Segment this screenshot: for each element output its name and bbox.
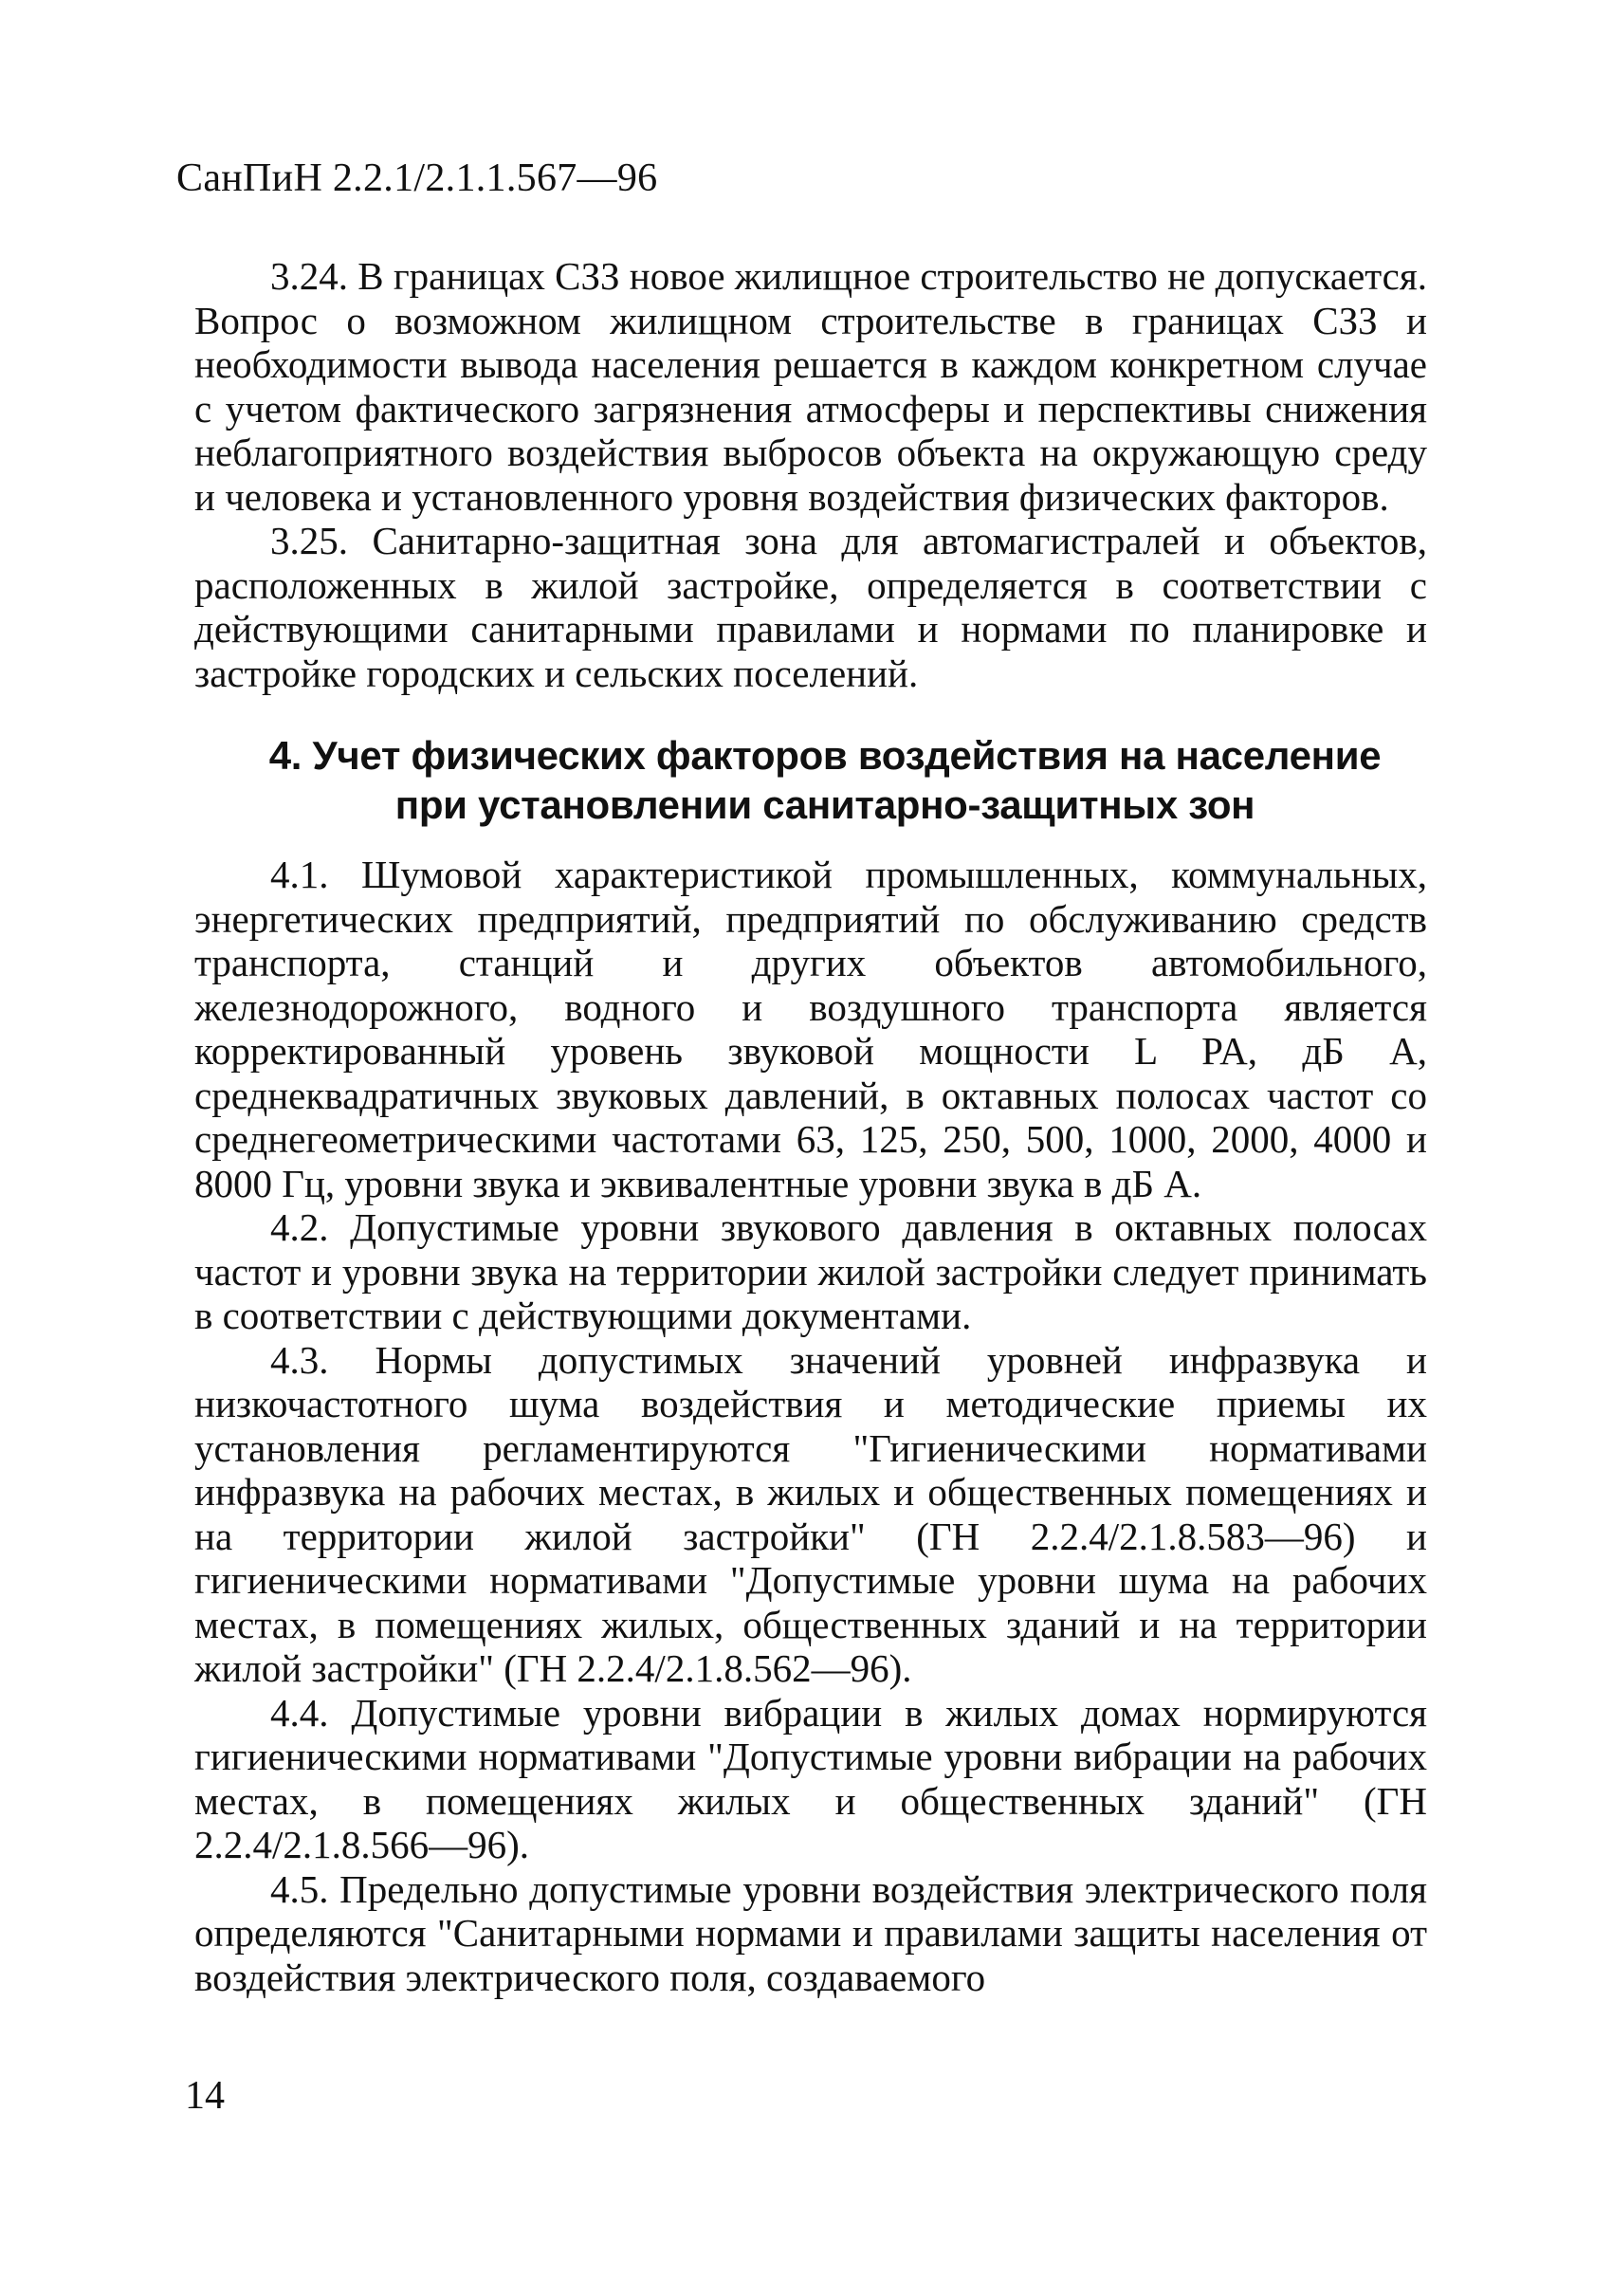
- running-header: СанПиН 2.2.1/2.1.1.567—96: [176, 156, 658, 200]
- document-body: [194, 254, 1427, 1999]
- paragraph-4-1: 4.1. Шумовой характеристикой промышленных, коммунальных, энергетических предприятий, предприятий по обслуживанию средств транспорта, станций и других объектов автомобильного, железнодорожного, водного и воздушного транспорта является корректированный уровень звуковой мощности L PA, дБ А, среднеквадратичных звуковых давлений, в октавных полосах частот со среднегеометрическими частотами 63, 125, 250, 500, 1000, 2000, 4000 и 8000 Гц, уровни звука и эквивалентные уровни звука в дБ А.: [194, 853, 1427, 1205]
- section-heading-line-2: при установлении санитарно-защитных зон: [394, 782, 1255, 827]
- page-number: 14: [185, 2074, 225, 2118]
- section-heading: [194, 731, 1427, 830]
- paragraph-4-5: 4.5. Предельно допустимые уровни воздействия электрического поля определяются "Санитарными нормами и правилами защиты населения от воздействия электрического поля, создаваемого: [194, 1866, 1427, 1999]
- paragraph-4-4: 4.4. Допустимые уровни вибрации в жилых домах нормируются гигиеническими нормативами "Допустимые уровни вибрации на рабочих местах, в помещениях жилых и общественных зданий" (ГН 2.2.4/2.1.8.566—96).: [194, 1690, 1427, 1866]
- paragraph-3-25: 3.25. Санитарно-защитная зона для автомагистралей и объектов, расположенных в жилой застройке, определяется в соответствии с действующими санитарными правилами и нормами по планировке и застройке городских и сельских поселений.: [194, 519, 1427, 695]
- paragraph-4-3: 4.3. Нормы допустимых значений уровней инфразвука и низкочастотного шума воздействия и методические приемы их установления регламентируются "Гигиеническими нормативами инфразвука на рабочих местах, в жилых и общественных помещениях и на территории жилой застройки" (ГН 2.2.4/2.1.8.583—96) и гигиеническими нормативами "Допустимые уровни шума на рабочих местах, в помещениях жилых, общественных зданий и на территории жилой застройки" (ГН 2.2.4/2.1.8.562—96).: [194, 1337, 1427, 1690]
- section-heading-line-1: 4. Учет физических факторов воздействия на население: [268, 733, 1382, 778]
- paragraph-3-24: 3.24. В границах СЗЗ новое жилищное строительство не допускается. Вопрос о возможном жилищном строительстве в границах СЗЗ и необходимости вывода населения решается в каждом конкретном случае с учетом фактического загрязнения атмосферы и перспективы снижения неблагоприятного воздействия выбросов объекта на окружающую среду и человека и установленного уровня воздействия физических факторов.: [194, 254, 1427, 519]
- paragraph-4-2: 4.2. Допустимые уровни звукового давления в октавных полосах частот и уровни звука на территории жилой застройки следует принимать в соответствии с действующими документами.: [194, 1205, 1427, 1337]
